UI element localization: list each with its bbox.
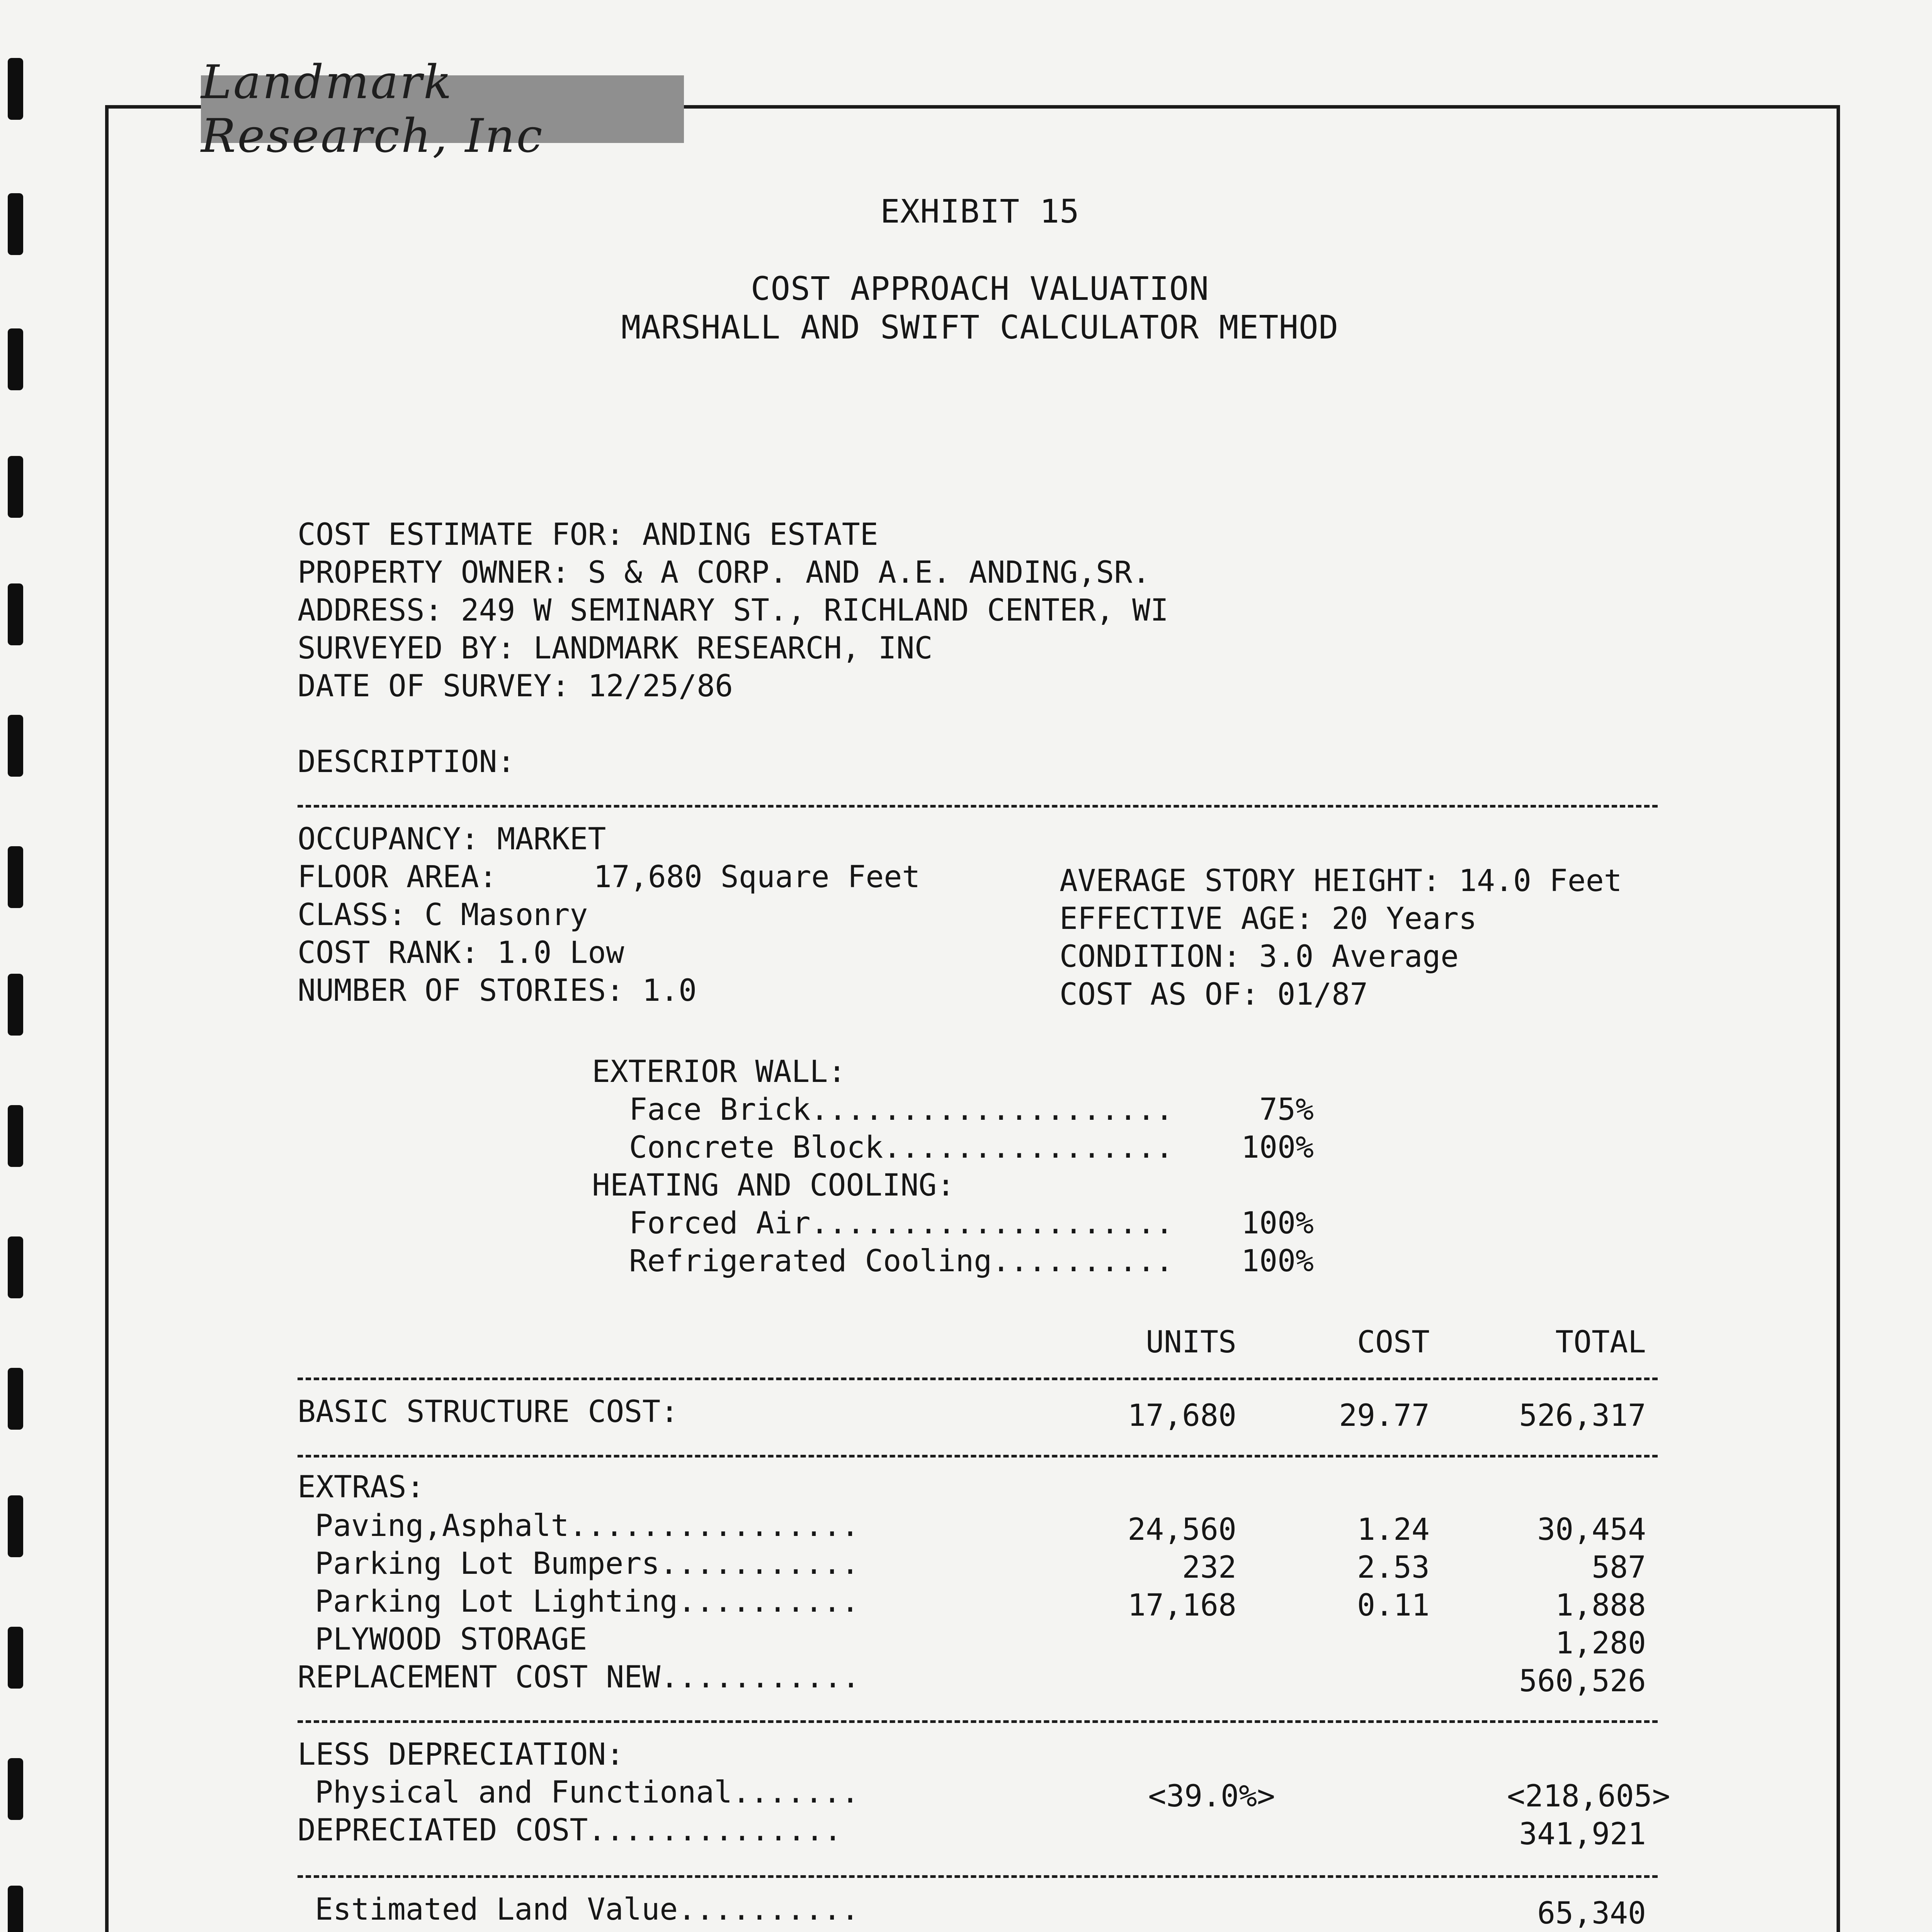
description-label: DESCRIPTION: (298, 745, 515, 779)
number-of-stories: NUMBER OF STORIES: 1.0 (298, 973, 697, 1008)
physical-functional-percent: <39.0%> (1148, 1779, 1275, 1814)
binding-hole (8, 1368, 23, 1430)
depreciated-cost-label: DEPRECIATED COST.............. (298, 1813, 842, 1848)
refrigerated-cooling-label: Refrigerated Cooling.......... (629, 1244, 1173, 1279)
refrigerated-cooling-percent: 100% (1241, 1244, 1314, 1279)
column-header-units: UNITS (1146, 1325, 1236, 1360)
report-subtitle: MARSHALL AND SWIFT CALCULATOR METHOD (621, 308, 1339, 346)
extra-item-total: 1,888 (1555, 1588, 1646, 1623)
extra-item-units: 232 (1182, 1550, 1236, 1585)
divider (298, 1455, 1658, 1458)
extra-item-units: 17,168 (1128, 1588, 1236, 1623)
divider (298, 1875, 1658, 1878)
condition: CONDITION: 3.0 Average (1060, 939, 1459, 974)
binding-hole (8, 58, 23, 120)
cost-estimate-for: COST ESTIMATE FOR: ANDING ESTATE (298, 517, 878, 552)
average-story-height: AVERAGE STORY HEIGHT: 14.0 Feet (1060, 864, 1622, 898)
depreciated-cost-total: 341,921 (1519, 1817, 1646, 1852)
binding-hole (8, 193, 23, 255)
extra-item-label: Parking Lot Lighting.......... (315, 1584, 859, 1619)
basic-structure-units: 17,680 (1128, 1398, 1236, 1433)
binding-hole (8, 456, 23, 518)
extras-label: EXTRAS: (298, 1470, 425, 1505)
extra-item-cost: 0.11 (1357, 1588, 1430, 1623)
report-title: COST APPROACH VALUATION (750, 270, 1209, 308)
extra-item-cost: 1.24 (1357, 1512, 1430, 1547)
binding-hole (8, 328, 23, 390)
concrete-block-label: Concrete Block................ (629, 1130, 1173, 1165)
binding-hole (8, 1758, 23, 1820)
cost-as-of: COST AS OF: 01/87 (1060, 977, 1368, 1012)
concrete-block-percent: 100% (1241, 1130, 1314, 1165)
binding-hole (8, 846, 23, 908)
column-header-total: TOTAL (1555, 1325, 1646, 1360)
divider (298, 1720, 1658, 1723)
forced-air-label: Forced Air.................... (629, 1206, 1173, 1241)
address: ADDRESS: 249 W SEMINARY ST., RICHLAND CENTER, WI (298, 593, 1169, 628)
heating-cooling-label: HEATING AND COOLING: (592, 1168, 955, 1203)
extra-item-total: 30,454 (1537, 1512, 1646, 1547)
physical-functional-label: Physical and Functional....... (315, 1775, 859, 1810)
date-of-survey: DATE OF SURVEY: 12/25/86 (298, 669, 733, 704)
face-brick-percent: 75% (1259, 1092, 1314, 1127)
land-value-label: Estimated Land Value.......... (315, 1892, 859, 1927)
divider (298, 805, 1658, 808)
binding-hole (8, 1105, 23, 1167)
exterior-wall-label: EXTERIOR WALL: (592, 1054, 846, 1089)
face-brick-label: Face Brick.................... (629, 1092, 1173, 1127)
replacement-cost-label: REPLACEMENT COST NEW........... (298, 1660, 860, 1695)
divider (298, 1378, 1658, 1380)
binding-hole (8, 715, 23, 777)
forced-air-percent: 100% (1241, 1206, 1314, 1241)
floor-area-value: 17,680 Square Feet (594, 860, 920, 895)
floor-area-label: FLOOR AREA: (298, 860, 497, 895)
frame-border-right (1837, 105, 1840, 1932)
extra-item-label: Parking Lot Bumpers........... (315, 1546, 859, 1581)
extra-item-label: Paving,Asphalt................ (315, 1509, 859, 1543)
land-value-total: 65,340 (1537, 1896, 1646, 1931)
binding-hole (8, 1886, 23, 1932)
extra-item-cost: 2.53 (1357, 1550, 1430, 1585)
basic-structure-cost: 29.77 (1339, 1398, 1430, 1433)
extra-item-total: 587 (1592, 1550, 1646, 1585)
exhibit-label: EXHIBIT 15 (880, 192, 1080, 230)
property-owner: PROPERTY OWNER: S & A CORP. AND A.E. ANDING,SR. (298, 555, 1151, 590)
company-logo: Landmark Research, Inc (201, 75, 684, 143)
less-depreciation-label: LESS DEPRECIATION: (298, 1737, 624, 1772)
binding-hole (8, 1627, 23, 1689)
frame-border-left (105, 105, 109, 1932)
binding-hole (8, 583, 23, 645)
extra-item-label: PLYWOOD STORAGE (315, 1622, 587, 1657)
extra-item-total: 1,280 (1555, 1626, 1646, 1661)
binding-hole (8, 1495, 23, 1557)
occupancy: OCCUPANCY: MARKET (298, 822, 606, 857)
surveyed-by: SURVEYED BY: LANDMARK RESEARCH, INC (298, 631, 933, 666)
basic-structure-total: 526,317 (1519, 1398, 1646, 1433)
binding-hole (8, 974, 23, 1036)
effective-age: EFFECTIVE AGE: 20 Years (1060, 901, 1477, 936)
physical-functional-total: <218,605> (1507, 1779, 1670, 1814)
replacement-cost-total: 560,526 (1519, 1664, 1646, 1699)
class: CLASS: C Masonry (298, 898, 588, 932)
basic-structure-label: BASIC STRUCTURE COST: (298, 1395, 679, 1429)
binding-hole (8, 1236, 23, 1298)
column-header-cost: COST (1357, 1325, 1430, 1360)
cost-rank: COST RANK: 1.0 Low (298, 935, 624, 970)
extra-item-units: 24,560 (1128, 1512, 1236, 1547)
